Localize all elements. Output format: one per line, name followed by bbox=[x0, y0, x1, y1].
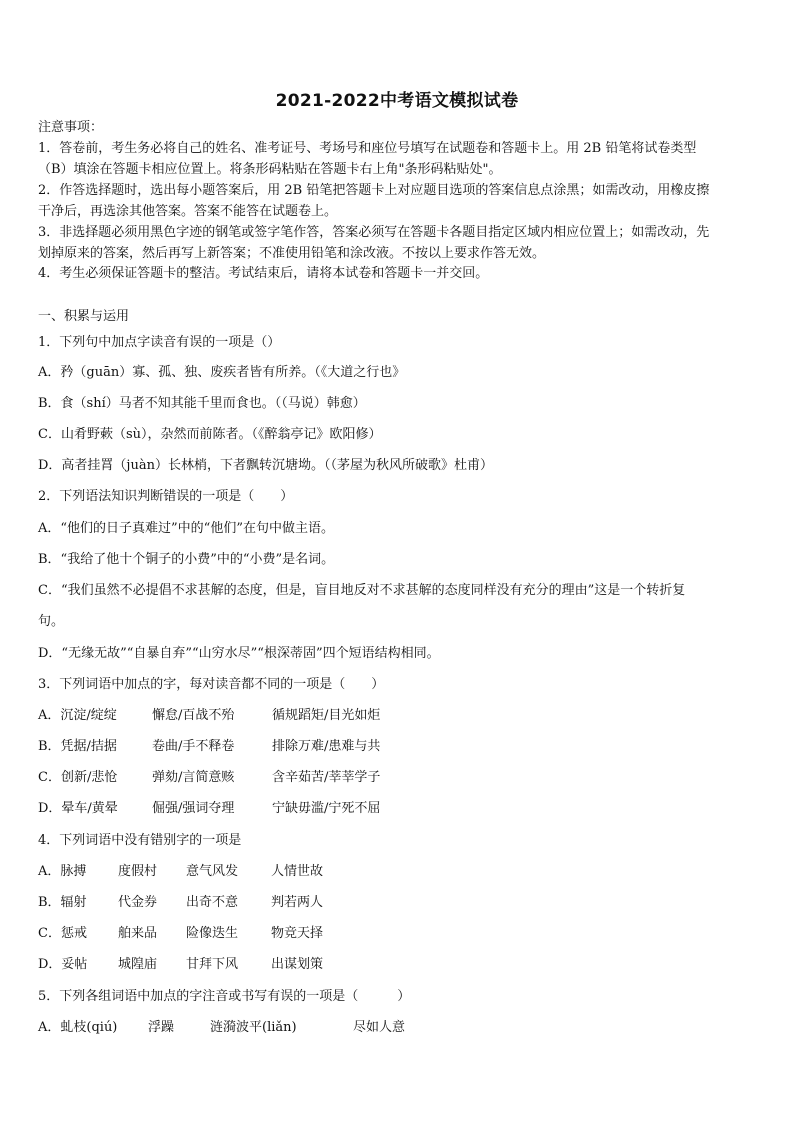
question-option: B．“我给了他十个铜子的小费”中的“小费”是名词。 bbox=[38, 552, 335, 567]
option-cell: A．沉淀/绽绽 bbox=[38, 708, 117, 723]
option-cell: 排除万难/患难与共 bbox=[272, 739, 381, 754]
question-option: D．“无缘无故”“自暴自弃”“山穷水尽”“根深蒂固”四个短语结构相同。 bbox=[38, 646, 440, 661]
option-cell: C．创新/悲怆 bbox=[38, 770, 118, 785]
option-cell: B．凭据/拮据 bbox=[38, 739, 117, 754]
option-cell: 循规蹈矩/目光如炬 bbox=[272, 708, 381, 723]
option-cell: 物竞天择 bbox=[271, 926, 324, 941]
exam-title: 2021-2022中考语文模拟试卷 bbox=[275, 91, 519, 111]
option-cell: D．妥帖 bbox=[38, 957, 88, 972]
question-option: A．“他们的日子真难过”中的“他们”在句中做主语。 bbox=[38, 521, 334, 536]
notice-line: （B）填涂在答题卡相应位置上。将条形码粘贴在答题卡右上角"条形码粘贴处"。 bbox=[38, 162, 502, 177]
option-cell: A．虬枝(qiú) bbox=[38, 1020, 118, 1035]
question-stem: 1．下列句中加点字读音有误的一项是（） bbox=[38, 335, 281, 350]
option-cell: 出谋划策 bbox=[271, 957, 324, 972]
option-cell: 懈怠/百战不殆 bbox=[152, 708, 235, 723]
option-cell: 尽如人意 bbox=[353, 1020, 406, 1035]
option-cell: 含辛茹苦/莘莘学子 bbox=[272, 770, 381, 785]
option-cell: 意气风发 bbox=[186, 864, 239, 879]
notice-line: 1．答卷前，考生务必将自己的姓名、准考证号、考场号和座位号填写在试题卷和答题卡上。用 2B 铅笔将试卷类型 bbox=[38, 141, 697, 156]
notice-line: 干净后，再选涂其他答案。答案不能答在试题卷上。 bbox=[38, 204, 338, 219]
question-option: C．山肴野蔌（sù），杂然而前陈者。（《醉翁亭记》欧阳修） bbox=[38, 427, 382, 442]
option-cell: B．辐射 bbox=[38, 895, 87, 910]
option-cell: 涟漪波平(liǎn) bbox=[210, 1020, 297, 1035]
notice-line: 划掉原来的答案，然后再写上新答案；不准使用铅笔和涂改液。不按以上要求作答无效。 bbox=[38, 246, 546, 261]
option-cell: 判若两人 bbox=[271, 895, 324, 910]
option-cell: 弹劾/言简意赅 bbox=[152, 770, 235, 785]
section-heading: 一、积累与运用 bbox=[38, 309, 130, 324]
option-cell: 甘拜下风 bbox=[186, 957, 239, 972]
question-option: C．“我们虽然不必提倡不求甚解的态度，但是，盲目地反对不求甚解的态度同样没有充分的理由”这是一个转折复 bbox=[38, 583, 686, 598]
option-cell: 宁缺毋滥/宁死不屈 bbox=[272, 801, 381, 816]
option-cell: 度假村 bbox=[118, 864, 158, 879]
option-cell: D．晕车/黄晕 bbox=[38, 801, 118, 816]
option-cell: 倔强/强词夺理 bbox=[152, 801, 235, 816]
option-cell: 出奇不意 bbox=[186, 895, 239, 910]
question-stem: 5．下列各组词语中加点的字注音或书写有误的一项是（ ） bbox=[38, 989, 411, 1004]
option-cell: 险像迭生 bbox=[186, 926, 239, 941]
question-stem: 3．下列词语中加点的字，每对读音都不同的一项是（ ） bbox=[38, 677, 385, 692]
option-cell: 浮躁 bbox=[148, 1020, 175, 1035]
question-stem: 2．下列语法知识判断错误的一项是（ ） bbox=[38, 489, 294, 504]
option-cell: 舶来品 bbox=[118, 926, 158, 941]
question-option: B．食（shí）马者不知其能千里而食也。（（马说）韩愈） bbox=[38, 396, 366, 411]
notice-line: 3．非选择题必须用黑色字迹的钢笔或签字笔作答，答案必须写在答题卡各题目指定区域内相应位置上；如需改动，先 bbox=[38, 225, 710, 240]
question-option: D．高者挂罥（juàn）长林梢，下者飘转沉塘坳。（（茅屋为秋风所破歌》杜甫） bbox=[38, 458, 493, 473]
option-cell: 卷曲/手不释卷 bbox=[152, 739, 235, 754]
question-option: A．矜（guān）寡、孤、独、废疾者皆有所养。（《大道之行也》 bbox=[38, 365, 406, 380]
question-stem: 4．下列词语中没有错别字的一项是 bbox=[38, 833, 242, 848]
option-cell: A．脉搏 bbox=[38, 864, 87, 879]
notice-line: 4．考生必须保证答题卡的整洁。考试结束后，请将本试卷和答题卡一并交回。 bbox=[38, 266, 489, 281]
option-cell: 人情世故 bbox=[271, 864, 324, 879]
notice-line: 2．作答选择题时，选出每小题答案后，用 2B 铅笔把答题卡上对应题目选项的答案信息点涂黑；如需改动，用橡皮擦 bbox=[38, 183, 710, 198]
option-cell: C．惩戒 bbox=[38, 926, 87, 941]
option-cell: 代金券 bbox=[118, 895, 158, 910]
question-option: 句。 bbox=[38, 614, 65, 629]
option-cell: 城隍庙 bbox=[118, 957, 158, 972]
notice-heading: 注意事项： bbox=[38, 120, 104, 135]
